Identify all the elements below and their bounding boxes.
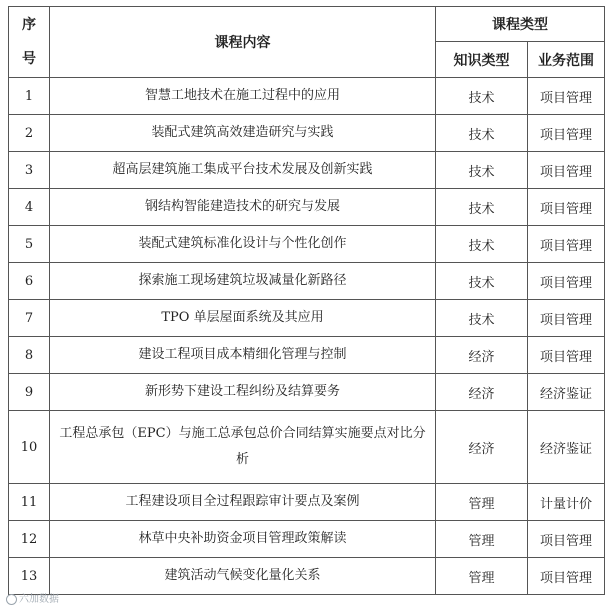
table-row [9,484,605,521]
cell-index: 6 [9,263,50,300]
cell-business-scope: 项目管理 [528,78,605,115]
watermark-logo-icon [6,594,17,605]
cell-knowledge-type: 管理 [436,558,528,595]
header-business-scope: 业务范围 [528,42,605,78]
cell-knowledge-type: 经济 [436,374,528,411]
table-row [9,152,605,189]
cell-course-content: 装配式建筑标准化设计与个性化创作 [50,226,436,263]
cell-business-scope: 项目管理 [528,189,605,226]
cell-knowledge-type: 管理 [436,521,528,558]
course-table [8,6,605,595]
table-row [9,521,605,558]
table-row [9,78,605,115]
cell-index: 4 [9,189,50,226]
cell-knowledge-type: 技术 [436,78,528,115]
cell-knowledge-type: 技术 [436,263,528,300]
cell-index: 12 [9,521,50,558]
cell-business-scope: 项目管理 [528,521,605,558]
cell-knowledge-type: 技术 [436,226,528,263]
table-row [9,263,605,300]
cell-business-scope: 项目管理 [528,300,605,337]
cell-knowledge-type: 技术 [436,300,528,337]
cell-knowledge-type: 技术 [436,115,528,152]
cell-business-scope: 经济鉴证 [528,374,605,411]
cell-business-scope: 项目管理 [528,263,605,300]
cell-knowledge-type: 技术 [436,152,528,189]
header-knowledge-type: 知识类型 [436,42,528,78]
table-body [9,78,605,595]
cell-index: 7 [9,300,50,337]
cell-course-content: 智慧工地技术在施工过程中的应用 [50,78,436,115]
cell-knowledge-type: 经济 [436,337,528,374]
cell-knowledge-type: 技术 [436,189,528,226]
cell-index: 13 [9,558,50,595]
table-row [9,337,605,374]
cell-index: 11 [9,484,50,521]
cell-course-content: 工程建设项目全过程跟踪审计要点及案例 [50,484,436,521]
cell-course-content: 建设工程项目成本精细化管理与控制 [50,337,436,374]
cell-index: 3 [9,152,50,189]
cell-index: 9 [9,374,50,411]
table-row [9,226,605,263]
cell-knowledge-type: 经济 [436,411,528,484]
cell-business-scope: 经济鉴证 [528,411,605,484]
cell-course-content: 超高层建筑施工集成平台技术发展及创新实践 [50,152,436,189]
header-content: 课程内容 [50,7,436,78]
cell-index: 1 [9,78,50,115]
cell-index: 8 [9,337,50,374]
table-row [9,300,605,337]
cell-index: 5 [9,226,50,263]
cell-index: 10 [9,411,50,484]
cell-business-scope: 项目管理 [528,115,605,152]
cell-course-content: 建筑活动气候变化量化关系 [50,558,436,595]
cell-course-content: 林草中央补助资金项目管理政策解读 [50,521,436,558]
cell-course-content: TPO 单层屋面系统及其应用 [50,300,436,337]
table-row [9,115,605,152]
cell-course-content: 钢结构智能建造技术的研究与发展 [50,189,436,226]
cell-course-content: 装配式建筑高效建造研究与实践 [50,115,436,152]
table-row [9,374,605,411]
cell-business-scope: 项目管理 [528,558,605,595]
cell-business-scope: 项目管理 [528,226,605,263]
watermark-text: 六加数据 [19,594,59,605]
watermark [6,590,59,605]
cell-course-content: 探索施工现场建筑垃圾减量化新路径 [50,263,436,300]
cell-course-content: 工程总承包（EPC）与施工总承包总价合同结算实施要点对比分析 [50,411,436,484]
cell-course-content: 新形势下建设工程纠纷及结算要务 [50,374,436,411]
cell-business-scope: 计量计价 [528,484,605,521]
cell-index: 2 [9,115,50,152]
cell-knowledge-type: 管理 [436,484,528,521]
cell-business-scope: 项目管理 [528,152,605,189]
header-course-type: 课程类型 [436,7,605,42]
table-row [9,411,605,484]
cell-business-scope: 项目管理 [528,337,605,374]
header-index: 序 号 [9,7,50,78]
table-row [9,189,605,226]
table-row [9,558,605,595]
header-row-top [9,7,605,42]
